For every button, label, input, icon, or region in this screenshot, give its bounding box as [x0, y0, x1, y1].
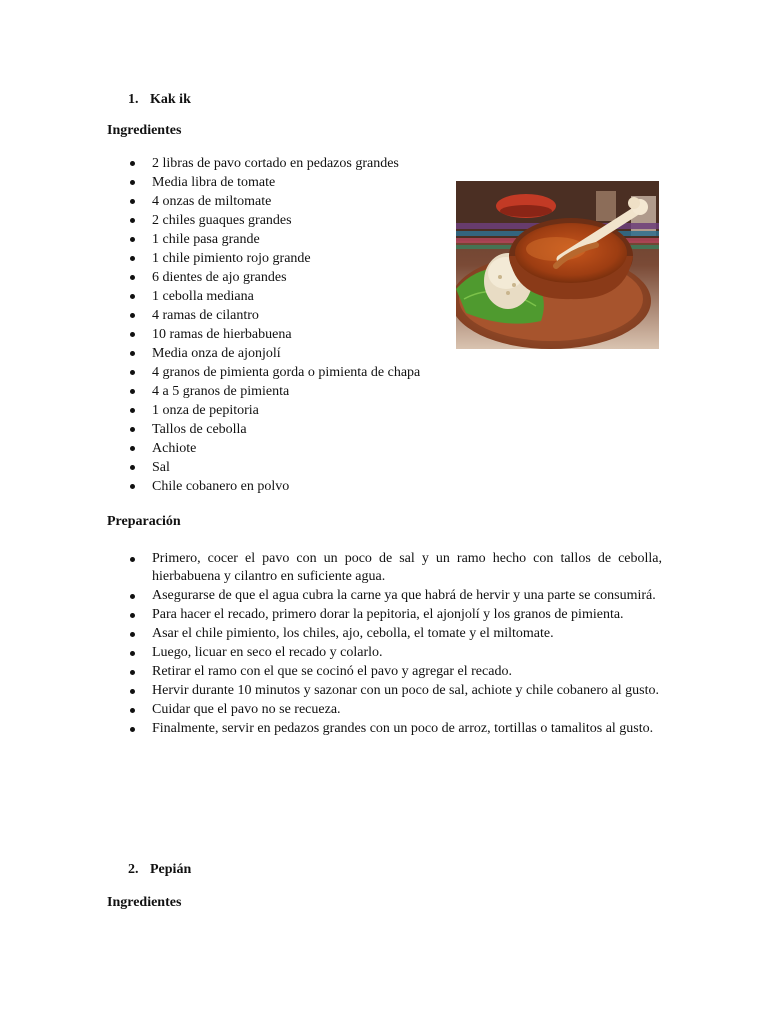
- preparation-step: Hervir durante 10 minutos y sazonar con un poco de sal, achiote y chile cobanero al gusto.: [128, 682, 662, 700]
- recipe-1-number: 1.: [128, 92, 139, 107]
- ingredient-item: 1 onza de pepitoria: [128, 401, 458, 420]
- ingredient-item: Sal: [128, 458, 458, 477]
- preparation-step: Luego, licuar en seco el recado y colarlo.: [128, 644, 662, 662]
- ingredient-item: Media libra de tomate: [128, 173, 458, 192]
- recipe-1-title-text: Kak ik: [150, 92, 191, 107]
- ingredient-item: 1 cebolla mediana: [128, 287, 458, 306]
- preparation-step: Primero, cocer el pavo con un poco de sal y un ramo hecho con tallos de cebolla, hierbabuena y cilantro en suficiente agua.: [128, 550, 662, 586]
- ingredient-item: Chile cobanero en polvo: [128, 477, 458, 496]
- ingredient-item: 2 chiles guaques grandes: [128, 211, 458, 230]
- ingredient-item: Media onza de ajonjolí: [128, 344, 458, 363]
- ingredient-item: 1 chile pimiento rojo grande: [128, 249, 458, 268]
- ingredient-item: 4 onzas de miltomate: [128, 192, 458, 211]
- preparation-step: Para hacer el recado, primero dorar la pepitoria, el ajonjolí y los granos de pimienta.: [128, 606, 662, 624]
- kak-ik-dish-photo: [456, 181, 659, 349]
- ingredients-list-1: [128, 154, 458, 496]
- recipe-1-title: [128, 92, 191, 108]
- preparation-step: Finalmente, servir en pedazos grandes con un poco de arroz, tortillas o tamalitos al gusto.: [128, 720, 662, 738]
- ingredients-heading-2: Ingredientes: [107, 895, 182, 910]
- preparation-list-1: [128, 550, 662, 739]
- recipe-2-number: 2.: [128, 862, 139, 877]
- ingredient-item: Tallos de cebolla: [128, 420, 458, 439]
- preparation-step: Retirar el ramo con el que se cocinó el pavo y agregar el recado.: [128, 663, 662, 681]
- ingredient-item: 10 ramas de hierbabuena: [128, 325, 458, 344]
- preparation-step: Cuidar que el pavo no se recueza.: [128, 701, 662, 719]
- ingredient-item: 6 dientes de ajo grandes: [128, 268, 458, 287]
- preparation-step: Asar el chile pimiento, los chiles, ajo, cebolla, el tomate y el miltomate.: [128, 625, 662, 643]
- ingredient-item: 4 granos de pimienta gorda o pimienta de chapa: [128, 363, 458, 382]
- ingredient-item: 2 libras de pavo cortado en pedazos grandes: [128, 154, 458, 173]
- preparation-step: Asegurarse de que el agua cubra la carne ya que habrá de hervir y una parte se consumirá.: [128, 587, 662, 605]
- ingredient-item: 4 a 5 granos de pimienta: [128, 382, 458, 401]
- preparation-heading-1: Preparación: [107, 514, 181, 529]
- recipe-2-title: [128, 862, 191, 878]
- ingredient-item: Achiote: [128, 439, 458, 458]
- recipe-2-title-text: Pepián: [150, 862, 192, 877]
- ingredients-heading-1: Ingredientes: [107, 123, 182, 138]
- ingredient-item: 4 ramas de cilantro: [128, 306, 458, 325]
- ingredient-item: 1 chile pasa grande: [128, 230, 458, 249]
